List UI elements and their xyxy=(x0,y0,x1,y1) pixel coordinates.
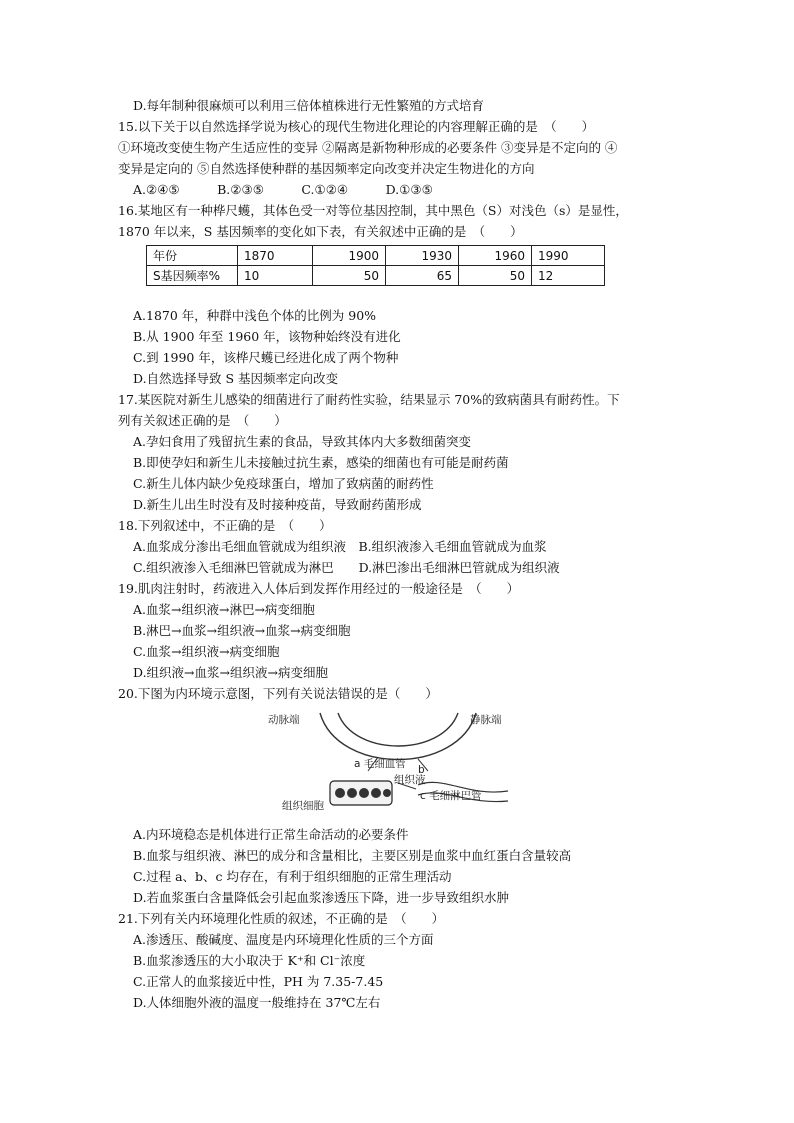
label-vein: 静脉端 xyxy=(470,714,502,726)
q20-stem: 20.下图为内环境示意图，下列有关说法错误的是（ ） xyxy=(118,686,438,701)
q20-option-c: C.过程 a、b、c 均存在，有利于组织细胞的正常生理活动 xyxy=(133,869,452,884)
q19-option-d: D.组织液→血浆→组织液→病变细胞 xyxy=(133,665,328,680)
label-b: b xyxy=(418,764,425,776)
q17-option-b: B.即使孕妇和新生儿未接触过抗生素，感染的细菌也有可能是耐药菌 xyxy=(133,455,509,470)
label-capillary: a 毛细血管 xyxy=(354,758,406,770)
q19-stem: 19.肌肉注射时，药液进入人体后到发挥作用经过的一般途径是 （ ） xyxy=(118,581,520,596)
q19-option-a: A.血浆→组织液→淋巴→病变细胞 xyxy=(133,602,315,617)
internal-environment-diagram xyxy=(268,705,528,815)
q14-option-d: D.每年制种很麻烦可以利用三倍体植株进行无性繁殖的方式培育 xyxy=(133,98,485,113)
table-cell: 1960 xyxy=(459,246,532,266)
q15-options: A.②④⑤ B.②③⑤ C.①②④ D.①③⑤ xyxy=(133,182,433,197)
table-cell: 1900 xyxy=(313,246,386,266)
q15-stem: 15.以下关于以自然选择学说为核心的现代生物进化理论的内容理解正确的是 （ ） xyxy=(118,119,595,134)
q17-option-d: D.新生儿出生时没有及时接种疫苗，导致耐药菌形成 xyxy=(133,497,422,512)
q19-option-c: C.血浆→组织液→病变细胞 xyxy=(133,644,280,659)
table-cell: 1870 xyxy=(238,246,313,266)
table-cell: S基因频率% xyxy=(147,266,238,286)
q20-option-b: B.血浆与组织液、淋巴的成分和含量相比，主要区别是血浆中血红蛋白含量较高 xyxy=(133,848,572,863)
q16-option-c: C.到 1990 年，该桦尺蠖已经进化成了两个物种 xyxy=(133,350,399,365)
q21-option-a: A.渗透压、酸碱度、温度是内环境理化性质的三个方面 xyxy=(133,932,434,947)
q16-stem: 16.某地区有一种桦尺蠖，其体色受一对等位基因控制，其中黑色（S）对浅色（s）是显性， xyxy=(118,203,628,218)
gene-frequency-table xyxy=(146,245,605,286)
q16-stem-line2: 1870 年以来，S 基因频率的变化如下表，有关叙述中正确的是 （ ） xyxy=(118,224,523,239)
q17-stem-line2: 列有关叙述正确的是 （ ） xyxy=(118,413,287,428)
table-cell: 50 xyxy=(313,266,386,286)
q20-option-a: A.内环境稳态是机体进行正常生命活动的必要条件 xyxy=(133,827,409,842)
table-cell: 1990 xyxy=(532,246,605,266)
q17-stem: 17.某医院对新生儿感染的细菌进行了耐药性实验，结果显示 70%的致病菌具有耐药性。下 xyxy=(118,392,620,407)
label-lymph-capillary: c 毛细淋巴管 xyxy=(420,790,482,802)
label-artery: 动脉端 xyxy=(268,714,300,726)
q21-option-b: B.血浆渗透压的大小取决于 K⁺和 Cl⁻浓度 xyxy=(133,953,366,968)
q17-option-c: C.新生儿体内缺少免疫球蛋白，增加了致病菌的耐药性 xyxy=(133,476,434,491)
table-row xyxy=(147,246,605,266)
table-cell: 10 xyxy=(238,266,313,286)
q18-options-row2: C.组织液渗入毛细淋巴管就成为淋巴 D.淋巴渗出毛细淋巴管就成为组织液 xyxy=(133,560,560,575)
label-tissue-fluid: 组织液 xyxy=(394,774,426,786)
label-tissue-cells: 组织细胞 xyxy=(282,800,324,812)
table-cell: 65 xyxy=(386,266,459,286)
q16-option-a: A.1870 年，种群中浅色个体的比例为 90% xyxy=(133,308,377,323)
table-cell: 1930 xyxy=(386,246,459,266)
q16-option-b: B.从 1900 年至 1960 年，该物种始终没有进化 xyxy=(133,329,401,344)
q21-stem: 21.下列有关内环境理化性质的叙述，不正确的是 （ ） xyxy=(118,911,445,926)
table-cell: 50 xyxy=(459,266,532,286)
q15-statements-line1: ①环境改变使生物产生适应性的变异 ②隔离是新物种形成的必要条件 ③变异是不定向的 ④ xyxy=(118,140,618,155)
table-cell: 12 xyxy=(532,266,605,286)
table-row xyxy=(147,266,605,286)
q18-stem: 18.下列叙述中，不正确的是 （ ） xyxy=(118,518,332,533)
q15-statements-line2: 变异是定向的 ⑤自然选择使种群的基因频率定向改变并决定生物进化的方向 xyxy=(118,161,535,176)
q20-option-d: D.若血浆蛋白含量降低会引起血浆渗透压下降，进一步导致组织水肿 xyxy=(133,890,510,905)
q16-option-d: D.自然选择导致 S 基因频率定向改变 xyxy=(133,371,339,386)
q21-option-d: D.人体细胞外液的温度一般维持在 37℃左右 xyxy=(133,995,381,1010)
q21-option-c: C.正常人的血浆接近中性，PH 为 7.35-7.45 xyxy=(133,974,384,989)
tissue-cells-icon xyxy=(330,781,392,805)
table-cell: 年份 xyxy=(147,246,238,266)
q19-option-b: B.淋巴→血浆→组织液→血浆→病变细胞 xyxy=(133,623,351,638)
q17-option-a: A.孕妇食用了残留抗生素的食品，导致其体内大多数细菌突变 xyxy=(133,434,472,449)
q18-options-row1: A.血浆成分渗出毛细血管就成为组织液 B.组织液渗入毛细血管就成为血浆 xyxy=(133,539,547,554)
